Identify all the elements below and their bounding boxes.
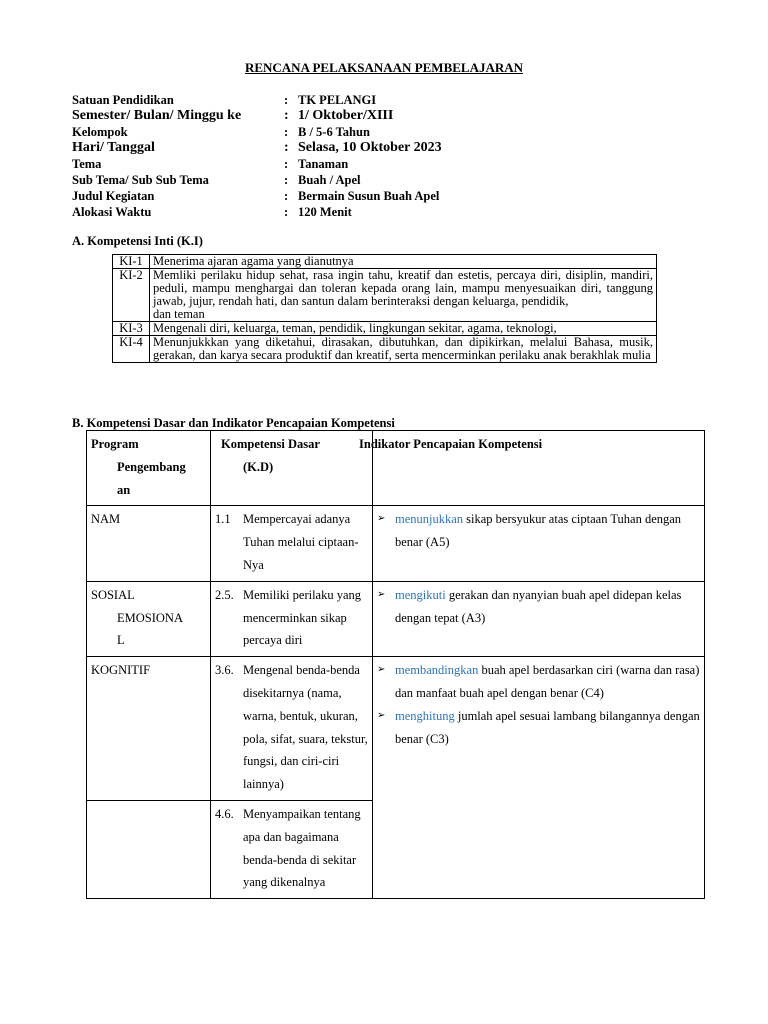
program-header (87, 431, 211, 506)
kd-item (215, 584, 368, 652)
ki-text: Memliki perilaku hidup sehat, rasa ingin tahu, kreatif dan estetis, percaya diri, disiplin, mandiri, peduli, mampu menghargai dan toleran kepada orang lain, mampu menyesuaikan diri, tanggung jawab, jujur, rendah hati, dan santun dalam berinteraksi dengan keluarga, pendidik, (153, 268, 653, 308)
info-label: Judul Kegiatan (72, 189, 155, 203)
ki-code: KI-2 (113, 269, 150, 322)
kd-cell (211, 581, 373, 656)
ki-text-extra: dan teman (153, 307, 205, 321)
kd-header-line: (K.D) (243, 459, 274, 474)
indikator-rest: sikap bersyukur atas ciptaan Tuhan dengan benar (A5) (395, 512, 682, 550)
indikator-cell (373, 657, 705, 899)
info-row-subtema: Sub Tema/ Sub Sub Tema : Buah / Apel (72, 173, 361, 187)
kd-item (215, 803, 368, 894)
info-row-tema: Tema : Tanaman (72, 157, 349, 171)
kd-text: Menyampaikan tentang apa dan bagaimana benda-benda di sekitar yang dikenalnya (243, 806, 361, 890)
ki-text: Menerima ajaran agama yang dianutnya (150, 255, 657, 269)
ki-text: Menunjukkkan yang diketahui, dirasakan, dibutuhkan, dan dipikirkan, melalui Bahasa, musik, gerakan, dan karya secara produktif dan kreatif, serta mencerminkan perilaku anak berakhlak mulia (150, 336, 657, 363)
kd-header-row (87, 431, 705, 506)
info-value: 1/ Oktober/XIII (298, 108, 394, 123)
program-cell (87, 581, 211, 656)
kd-cell (211, 657, 373, 801)
ki-row (113, 269, 657, 322)
program-cell (87, 506, 211, 581)
indikator-rest: jumlah apel sesuai lambang bilangannya dengan benar (C3) (395, 708, 700, 746)
info-row-alokasi: Alokasi Waktu : 120 Menit (72, 205, 352, 219)
info-value: Buah / Apel (298, 173, 361, 187)
kd-header-line: Kompetensi Dasar (221, 437, 320, 451)
indikator-header (359, 431, 705, 506)
section-b-heading: B. Kompetensi Dasar dan Indikator Pencapaian Kompetensi (72, 416, 395, 430)
program-cell-empty (87, 800, 211, 898)
kd-number: 3.6. (215, 663, 234, 678)
document-title: RENCANA PELAKSANAAN PEMBELAJARAN (244, 60, 524, 75)
info-label: Sub Tema/ Sub Sub Tema (72, 173, 209, 187)
ki-row (113, 255, 657, 269)
kd-item (215, 659, 368, 796)
indikator-item (377, 584, 700, 630)
info-value: Selasa, 10 Oktober 2023 (298, 140, 442, 155)
program-name-line: L (117, 633, 125, 648)
indikator-text (395, 659, 700, 705)
kd-number: 2.5. (215, 587, 234, 602)
indikator-text (395, 584, 700, 630)
info-row-satuan: Satuan Pendidikan : TK PELANGI (72, 93, 377, 107)
section-a-heading: A. Kompetensi Inti (K.I) (72, 234, 203, 248)
ki-text: Mengenali diri, keluarga, teman, pendidik, lingkungan sekitar, agama, teknologi, (150, 322, 657, 336)
info-label: Alokasi Waktu (72, 205, 152, 219)
kd-text: Mengenal benda-benda disekitarnya (nama, warna, bentuk, ukuran, pola, sifat, suara, tekstur, fungsi, dan ciri-ciri lainnya) (243, 663, 368, 792)
info-row-hari: Hari/ Tanggal : Selasa, 10 Oktober 2023 (72, 140, 442, 155)
indikator-header-line: Indikator Pencapaian Kompetensi (359, 437, 543, 451)
kd-item (215, 508, 368, 576)
indikator-item (377, 705, 700, 751)
kd-header (211, 431, 373, 506)
kd-number: 1.1 (215, 512, 231, 527)
indikator-item (377, 659, 700, 705)
kd-cell (211, 506, 373, 581)
kd-row-kognitif (87, 657, 705, 801)
program-name: SOSIAL (91, 587, 135, 602)
kd-table (86, 430, 705, 899)
info-label: Kelompok (72, 125, 128, 139)
indikator-text (395, 508, 700, 554)
info-value: B / 5-6 Tahun (298, 125, 370, 139)
program-header-line: Pengembang (117, 459, 186, 474)
indikator-verb: membandingkan (395, 663, 479, 678)
arrow-bullet-icon: ➢ (377, 664, 386, 676)
program-name: NAM (91, 512, 121, 527)
info-label: Satuan Pendidikan (72, 93, 174, 107)
indikator-item (377, 508, 700, 554)
arrow-bullet-icon: ➢ (377, 709, 386, 721)
indikator-verb: menunjukkan (395, 512, 464, 527)
info-value: Tanaman (298, 157, 349, 171)
info-value: 120 Menit (298, 205, 352, 219)
identity-block (72, 92, 442, 220)
ki-row (113, 336, 657, 363)
kd-row-sosial (87, 581, 705, 656)
ki-text-cell (150, 269, 657, 322)
info-label: Hari/ Tanggal (72, 140, 155, 155)
info-value: TK PELANGI (298, 93, 377, 107)
indikator-rest: buah apel berdasarkan ciri (warna dan rasa) dan manfaat buah apel dengan benar (C4) (395, 663, 700, 700)
indikator-verb: mengikuti (395, 587, 446, 602)
kd-number: 4.6. (215, 806, 234, 821)
ki-table (112, 254, 657, 363)
ki-row (113, 322, 657, 336)
kd-row-nam (87, 506, 705, 581)
info-label: Semester/ Bulan/ Minggu ke (72, 108, 242, 123)
kd-text: Mempercayai adanya Tuhan melalui ciptaan-Nya (243, 512, 359, 572)
arrow-bullet-icon: ➢ (377, 513, 386, 525)
ki-code: KI-4 (113, 336, 150, 363)
program-cell (87, 657, 211, 801)
kd-text: Memiliki perilaku yang mencerminkan sikap percaya diri (243, 587, 362, 648)
program-name: KOGNITIF (91, 663, 151, 678)
info-row-kelompok: Kelompok : B / 5-6 Tahun (72, 125, 370, 139)
kd-cell (211, 800, 373, 898)
indikator-cell (373, 581, 705, 656)
indikator-rest: gerakan dan nyanyian buah apel didepan kelas dengan tepat (A3) (395, 587, 682, 625)
info-row-judul: Judul Kegiatan : Bermain Susun Buah Apel (72, 189, 440, 203)
program-header-line: Program (91, 437, 139, 451)
indikator-text (395, 705, 700, 751)
indikator-verb: menghitung (395, 708, 455, 723)
info-row-semester: Semester/ Bulan/ Minggu ke : 1/ Oktober/XIII (72, 108, 394, 123)
info-value: Bermain Susun Buah Apel (298, 189, 440, 203)
program-header-line: an (117, 482, 131, 497)
info-label: Tema (72, 157, 102, 171)
program-name-line: EMOSIONA (117, 610, 183, 625)
arrow-bullet-icon: ➢ (377, 588, 386, 600)
indikator-cell (373, 506, 705, 581)
ki-code: KI-3 (113, 322, 150, 336)
ki-code: KI-1 (113, 255, 150, 269)
